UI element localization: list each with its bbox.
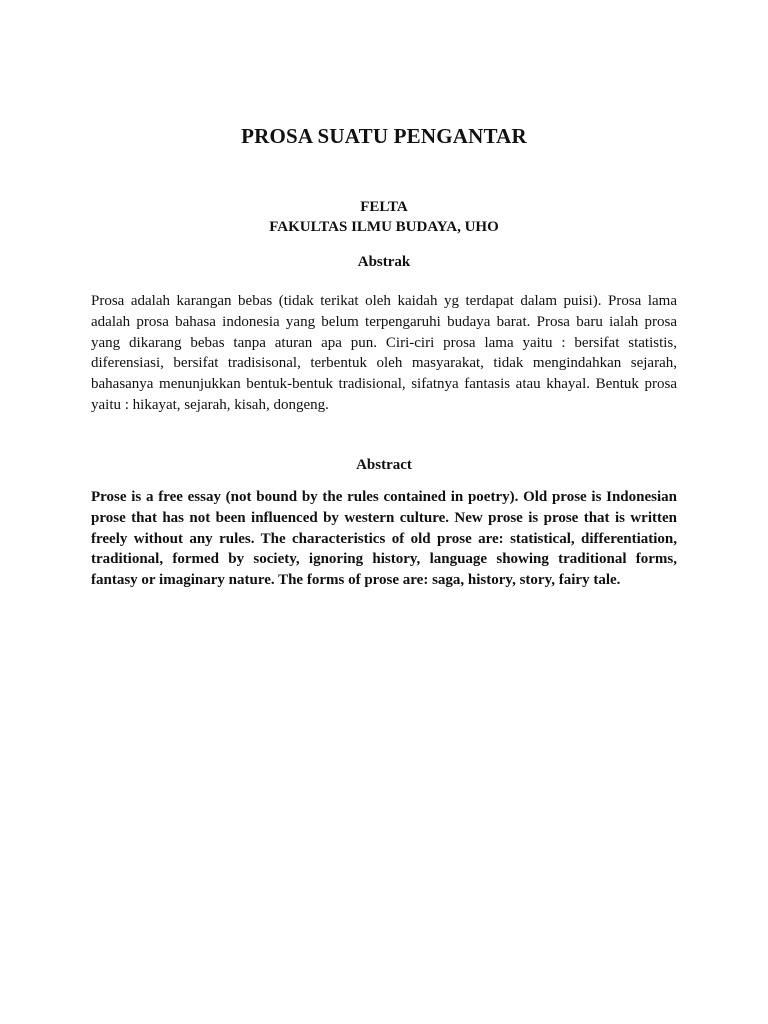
author-affiliation: FAKULTAS ILMU BUDAYA, UHO — [269, 219, 499, 235]
paper-title: PROSA SUATU PENGANTAR — [241, 124, 527, 148]
abstract-id-text: Prosa adalah karangan bebas (tidak terikat oleh kaidah yg terdapat dalam puisi). Prosa lama adalah prosa bahasa indonesia yang belum terpengaruhi budaya barat. Prosa baru ialah prosa yang dikarang bebas tanpa aturan apa pun. Ciri-ciri prosa lama yaitu : bersifat statistis, diferensiasi, bersifat tradisisonal, terbentuk oleh masyarakat, tidak mengindahkan sejarah, bahasanya menunjukkan bentuk-bentuk tradisional, sifatnya fantasis atau khayal. Bentuk prosa yaitu : hikayat, sejarah, kisah, dongeng. — [91, 293, 677, 413]
abstract-id-heading: Abstrak — [357, 254, 411, 270]
abstract-en-text: Prose is a free essay (not bound by the rules contained in poetry). Old prose is Indonesian prose that has not been influenced by western culture. New prose is prose that is written freely without any rules. The characteristics of old prose are: statistical, differentiation, traditional, formed by society, ignoring history, language showing traditional forms, fantasy or imaginary nature. The forms of prose are: saga, history, story, fairy tale. — [91, 489, 677, 589]
abstract-en-heading: Abstract — [356, 457, 412, 473]
author-block — [0, 197, 768, 237]
author-name: FELTA — [360, 199, 408, 215]
